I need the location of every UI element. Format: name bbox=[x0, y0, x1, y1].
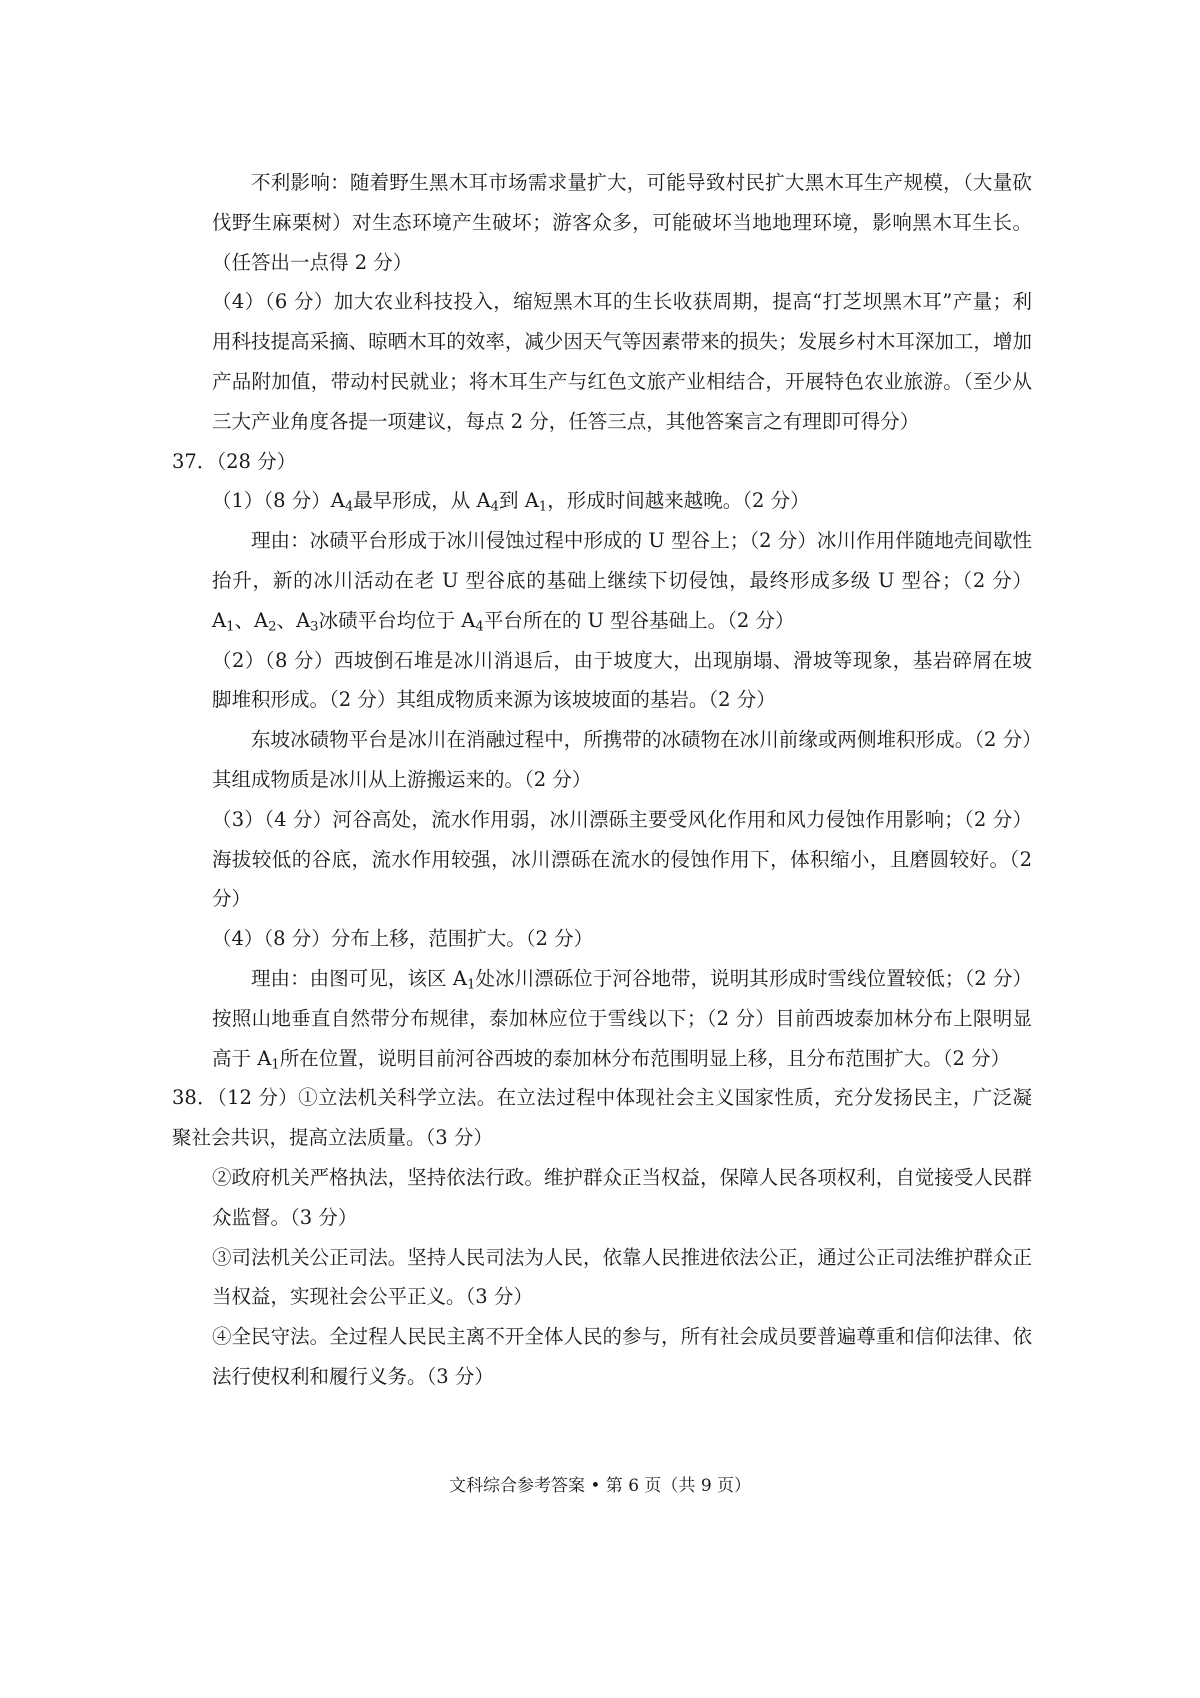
q37-1-reason: 理由：冰碛平台形成于冰川侵蚀过程中形成的 U 型谷上；（2 分）冰川作用伴随地壳间歇性抬升，新的冰川活动在老 U 型谷底的基础上继续下切侵蚀，最终形成多级 U 型谷；（2 分）$A_1$、$A_2$、$A_3$冰碛平台均位于 $A_4$平台所在的 U 型谷基础上。（2 分） bbox=[212, 529, 1032, 635]
q38-point-4: ④全民守法。全过程人民民主离不开全体人民的参与，所有社会成员要普遍尊重和信仰法律、依法行使权利和履行义务。（3 分） bbox=[212, 1325, 1032, 1388]
q37-3-answer: （3）（4 分）河谷高处，流水作用弱，冰川漂砾主要受风化作用和风力侵蚀作用影响；（2 分）海拔较低的谷底，流水作用较强，冰川漂砾在流水的侵蚀作用下，体积缩小，且磨圆较好。（2 分） bbox=[212, 807, 1032, 911]
q38-point-1: 38．（12 分）①立法机关科学立法。在立法过程中体现社会主义国家性质，充分发扬民主，广泛凝聚社会共识，提高立法质量。（3 分） bbox=[172, 1086, 1032, 1150]
answer-content bbox=[172, 163, 1033, 1397]
q37-4-answer: （4）（8 分）分布上移，范围扩大。（2 分） bbox=[212, 927, 594, 951]
q38-point-2: ②政府机关严格执法，坚持依法行政。维护群众正当权益，保障人民各项权利，自觉接受人民群众监督。（3 分） bbox=[212, 1165, 1032, 1229]
q36-4-answer: （4）（6 分）加大农业科技投入，缩短黑木耳的生长收获周期，提高“打芝坝黑木耳”产量；利用科技提高采摘、晾晒木耳的效率，减少因天气等因素带来的损失；发展乡村木耳深加工，增加产品附加值，带动村民就业；将木耳生产与红色文旅产业相结合，开展特色农业旅游。（至少从三大产业角度各提一项建议，每点 2 分，任答三点，其他答案言之有理即可得分） bbox=[212, 290, 1032, 433]
q36-3-negative-impact: 不利影响：随着野生黑木耳市场需求量扩大，可能导致村民扩大黑木耳生产规模，（大量砍伐野生麻栗树）对生态环境产生破坏；游客众多，可能破坏当地地理环境，影响黑木耳生长。（任答出一点得 2 分） bbox=[212, 171, 1032, 274]
q37-2-east-slope: 东坡冰碛物平台是冰川在消融过程中，所携带的冰碛物在冰川前缘或两侧堆积形成。（2 分）其组成物质是冰川从上游搬运来的。（2 分） bbox=[212, 728, 1032, 791]
q37-4-reason: 理由：由图可见，该区 $A_1$处冰川漂砾位于河谷地带，说明其形成时雪线位置较低；（2 分）按照山地垂直自然带分布规律，泰加林应位于雪线以下；（2 分）目前西坡泰加林分布上限明显高于 $A_1$所在位置，说明目前河谷西坡的泰加林分布范围明显上移，且分布范围扩大。（2 分） bbox=[212, 966, 1033, 1072]
q38-point-3: ③司法机关公正司法。坚持人民司法为人民，依靠人民推进依法公正，通过公正司法维护群众正当权益，实现社会公平正义。（3 分） bbox=[212, 1245, 1032, 1309]
q37-heading: 37．（28 分） bbox=[172, 449, 297, 473]
page-footer: 文科综合参考答案 • 第 6 页（共 9 页） bbox=[448, 1476, 752, 1496]
q37-1-answer: （1）（8 分）$A_4$最早形成，从 $A_4$到 $A_1$，形成时间越来越晚。（2 分） bbox=[212, 489, 810, 515]
q37-2-west-slope: （2）（8 分）西坡倒石堆是冰川消退后，由于坡度大，出现崩塌、滑坡等现象，基岩碎屑在坡脚堆积形成。（2 分）其组成物质来源为该坡坡面的基岩。（2 分） bbox=[212, 648, 1032, 712]
